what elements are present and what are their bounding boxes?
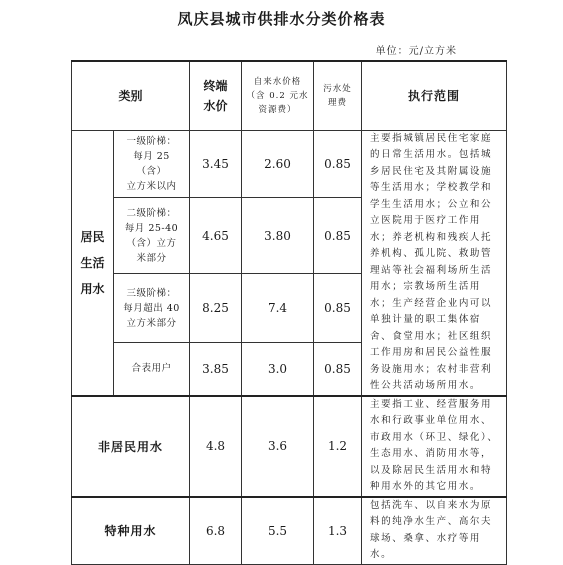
tier-name: 二级阶梯： 每月 25-40 （含）立方 米部分 [114, 197, 190, 273]
header-category: 类别 [72, 61, 190, 130]
tap-water-price: 2.60 [242, 130, 314, 197]
terminal-price: 3.45 [190, 130, 242, 197]
header-terminal-price: 终端 水价 [190, 61, 242, 130]
residential-scope: 主要指城镇居民住宅家庭的日常生活用水。包括城乡居民住宅及其附属设施等生活用水；学校教学和学生生活用水；公立和公立医院用于医疗工作用水；养老机构和残疾人托养机构、孤儿院、救助管理站等社会福利场所生活用水；宗教场所生活用水；生产经营企业内可以单独计量的职工集体宿舍、食堂用水；社区组织工作用房和居民公益性服务设施用水；农村非营利性公共活动场所用水。 [362, 130, 507, 396]
tap-water-price: 3.0 [242, 342, 314, 395]
sewage-fee: 0.85 [314, 274, 362, 343]
header-tap-water-price: 自来水价格 （含 0.2 元水 资源费） [242, 61, 314, 130]
tier-name: 一级阶梯： 每月 25（含） 立方米以内 [114, 130, 190, 197]
tier-name: 合表用户 [114, 342, 190, 395]
unit-label: 单位：元/立方米 [375, 46, 457, 57]
terminal-price: 8.25 [190, 274, 242, 343]
non-residential-label: 非居民用水 [72, 396, 190, 497]
special-label: 特种用水 [72, 497, 190, 565]
table-row [72, 396, 507, 497]
special-scope: 包括洗车、以自来水为原料的纯净水生产、高尔夫球场、桑拿、水疗等用水。 [362, 497, 507, 565]
terminal-price: 3.85 [190, 342, 242, 395]
terminal-price: 4.8 [190, 396, 242, 497]
non-residential-scope: 主要指工业、经营服务用水和行政事业单位用水、市政用水（环卫、绿化）、生态用水、消防用水等，以及除居民生活用水和特种用水外的其它用水。 [362, 396, 507, 497]
tap-water-price: 3.6 [242, 396, 314, 497]
tap-water-price: 7.4 [242, 274, 314, 343]
tap-water-price: 3.80 [242, 197, 314, 273]
header-scope: 执行范围 [362, 61, 507, 130]
header-row [72, 61, 507, 130]
tap-water-price: 5.5 [242, 497, 314, 565]
sewage-fee: 0.85 [314, 342, 362, 395]
tier-name: 三级阶梯： 每月超出 40 立方米部分 [114, 274, 190, 343]
header-sewage-fee: 污水处 理费 [314, 61, 362, 130]
sewage-fee: 1.3 [314, 497, 362, 565]
table-row [72, 130, 507, 197]
terminal-price: 6.8 [190, 497, 242, 565]
terminal-price: 4.65 [190, 197, 242, 273]
residential-label: 居民 生活 用水 [72, 130, 114, 396]
sewage-fee: 0.85 [314, 197, 362, 273]
sewage-fee: 1.2 [314, 396, 362, 497]
sewage-fee: 0.85 [314, 130, 362, 197]
page-title: 凤庆县城市供排水分类价格表 [177, 10, 386, 28]
table-row [72, 497, 507, 565]
price-table [71, 60, 507, 565]
